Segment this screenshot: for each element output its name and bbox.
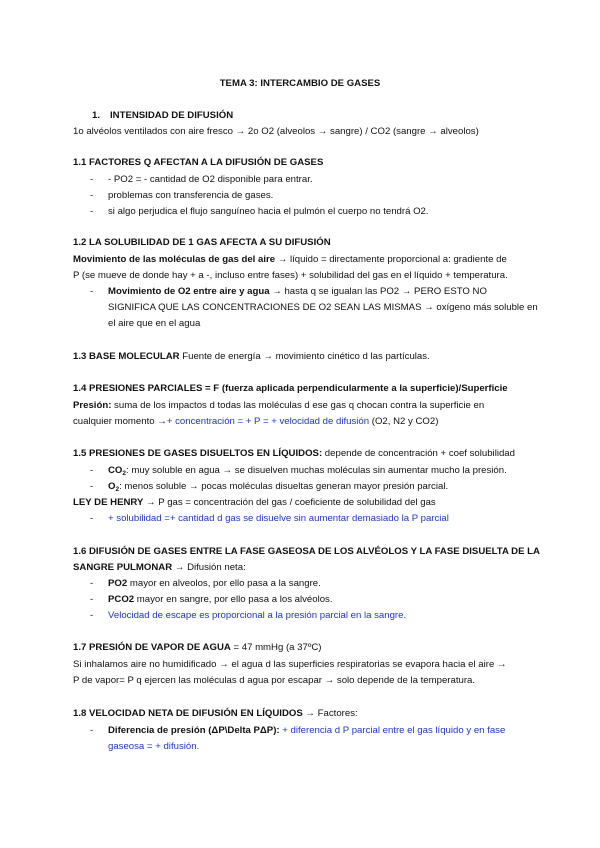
section-1-8-bullet-1	[108, 725, 505, 736]
section-1-8-heading-line	[73, 708, 358, 719]
section-1-6-bullet-1	[108, 578, 321, 589]
bullet-dash: -	[90, 481, 94, 492]
bullet-dash: -	[90, 465, 94, 476]
section-1-4-heading: 1.4 PRESIONES PARCIALES = F (fuerza aplicada perpendicularmente a la superficie)/Superficie	[73, 383, 508, 394]
section-1-2-bullet-line-3: el aire que en el agua	[108, 318, 201, 329]
section-1-6-heading-line-1: 1.6 DIFUSIÓN DE GASES ENTRE LA FASE GASEOSA DE LOS ALVÉOLOS Y LA FASE DISUELTA DE LA	[73, 546, 540, 557]
section-1-7-heading: 1.7 PRESIÓN DE VAPOR DE AGUA	[73, 642, 231, 653]
section-1-8-heading-rest: → Factores:	[302, 708, 358, 719]
section-1-4-line-1-bold: Presión:	[73, 400, 112, 411]
section-1-5-bullet-1-rest: : muy soluble en agua → se disuelven muchas moléculas sin aumentar mucho la presión.	[126, 465, 507, 476]
section-1-3-rest: Fuente de energía → movimiento cinético d las partículas.	[179, 351, 430, 362]
section-1-1-bullet-2: problemas con transferencia de gases.	[108, 190, 274, 201]
bullet-dash: -	[90, 578, 94, 589]
section-1-6-heading-rest: → Difusión neta:	[172, 562, 246, 573]
section-1-heading	[92, 110, 233, 121]
section-1-1-bullet-3: si algo perjudica el flujo sanguíneo hacia el pulmón el cuerpo no tendrá O2.	[108, 206, 429, 217]
pco2-label: PCO2	[108, 594, 135, 605]
section-1-4-line-2	[73, 416, 438, 427]
section-1-1-heading: 1.1 FACTORES Q AFECTAN A LA DIFUSIÓN DE GASES	[73, 157, 324, 168]
section-1-7-heading-line	[73, 642, 321, 653]
section-1-2-line-1-bold: Movimiento de las moléculas de gas del aire	[73, 254, 276, 265]
section-1-5-bullet-3: + solubilidad =+ cantidad d gas se disuelve sin aumentar demasiado la P parcial	[108, 513, 449, 524]
section-1-6-bullet-2-rest: mayor en sangre, por ello pasa a los alvéolos.	[134, 594, 333, 605]
section-1-8-bullet-1-bold: Diferencia de presión (ΔP\Delta PΔP):	[108, 725, 280, 736]
henry-law-line	[73, 497, 436, 508]
section-1-5-bullet-2-rest: : menos soluble → pocas moléculas disueltas generan mayor presión parcial.	[119, 481, 449, 492]
section-1-4-line-2-blue: + concentración = + P = + velocidad de difusión	[166, 416, 370, 427]
section-1-5-bullet-2	[108, 481, 448, 492]
section-1-3	[73, 351, 430, 362]
section-1-line: 1o alvéolos ventilados con aire fresco → 2o O2 (alveolos → sangre) / CO2 (sangre → alveolos)	[73, 126, 479, 137]
section-1-4-line-1	[73, 400, 484, 411]
section-1-2-line-2: P (se mueve de donde hay + a -, incluso entre fases) + solubilidad del gas en el líquido + temperatura.	[73, 270, 508, 281]
section-1-2-heading: 1.2 LA SOLUBILIDAD DE 1 GAS AFECTA A SU DIFUSIÓN	[73, 237, 331, 248]
section-1-2-bullet-line-2: SIGNIFICA QUE LAS CONCENTRACIONES DE O2 SEAN LAS MISMAS → oxígeno más soluble en	[108, 302, 538, 313]
o2-label: $O_2$	[108, 481, 120, 493]
section-1-6-bullet-1-rest: mayor en alveolos, por ello pasa a la sangre.	[127, 578, 321, 589]
section-1-7-line-1: Si inhalamos aire no humidificado → el agua d las superficies respiratorias se evapora hacia el aire →	[73, 659, 507, 670]
section-1-7-heading-rest: = 47 mmHg (a 37ºC)	[230, 642, 322, 653]
bullet-dash: -	[90, 594, 94, 605]
section-1-title: INTENSIDAD DE DIFUSIÓN	[110, 110, 234, 121]
section-1-5-bullet-1	[108, 465, 507, 476]
co2-label: $CO_2$	[108, 465, 127, 477]
section-1-5-heading: 1.5 PRESIONES DE GASES DISUELTOS EN LÍQUIDOS:	[73, 448, 323, 459]
section-1-5-heading-line	[73, 448, 515, 459]
bullet-dash: -	[90, 190, 94, 201]
bullet-dash: -	[90, 610, 94, 621]
section-1-4-line-1-rest: suma de los impactos d todas las moléculas d ese gas q chocan contra la superficie en	[111, 400, 485, 411]
section-1-1-bullet-1: - PO2 = - cantidad de O2 disponible para entrar.	[108, 174, 313, 185]
section-1-6-heading-line-2	[73, 562, 246, 573]
section-1-6-bullet-3: Velocidad de escape es proporcional a la presión parcial en la sangre.	[108, 610, 407, 621]
section-1-number: 1.	[92, 110, 101, 121]
document-title: TEMA 3: INTERCAMBIO DE GASES	[219, 78, 381, 89]
section-1-2-bullet-line-1	[108, 286, 487, 297]
section-1-2-line-1	[73, 254, 507, 265]
section-1-2-bullet-rest: → hasta q se igualan las PO2 → PERO ESTO NO	[269, 286, 487, 297]
section-1-7-line-2: P de vapor= P q ejercen las moléculas d agua por escapar → solo depende de la temperatura.	[73, 675, 476, 686]
section-1-8-bullet-1-blue: + diferencia d P parcial entre el gas líquido y en fase	[279, 725, 506, 736]
section-1-2-bullet-bold: Movimiento de O2 entre aire y agua	[108, 286, 270, 297]
bullet-dash: -	[90, 725, 94, 736]
section-1-8-heading: 1.8 VELOCIDAD NETA DE DIFUSIÓN EN LÍQUIDOS	[73, 708, 303, 719]
section-1-6-bullet-2	[108, 594, 333, 605]
bullet-dash: -	[90, 174, 94, 185]
henry-law-rest: → P gas = concentración del gas / coeficiente de solubilidad del gas	[143, 497, 436, 508]
section-1-5-heading-rest: depende de concentración + coef solubilidad	[322, 448, 515, 459]
section-1-4-line-2-black: cualquier momento →	[73, 416, 167, 427]
section-1-8-bullet-1-line-2: gaseosa = + difusión.	[108, 741, 200, 752]
section-1-6-heading-line-2-bold: SANGRE PULMONAR	[73, 562, 173, 573]
section-1-3-heading: 1.3 BASE MOLECULAR	[73, 351, 180, 362]
section-1-4-line-2-end: (O2, N2 y CO2)	[369, 416, 439, 427]
section-1-2-line-1-rest: → líquido = directamente proporcional a: gradiente de	[275, 254, 507, 265]
bullet-dash: -	[90, 206, 94, 217]
po2-label: PO2	[108, 578, 128, 589]
henry-law-label: LEY DE HENRY	[73, 497, 144, 508]
bullet-dash: -	[90, 286, 94, 297]
bullet-dash: -	[90, 513, 94, 524]
